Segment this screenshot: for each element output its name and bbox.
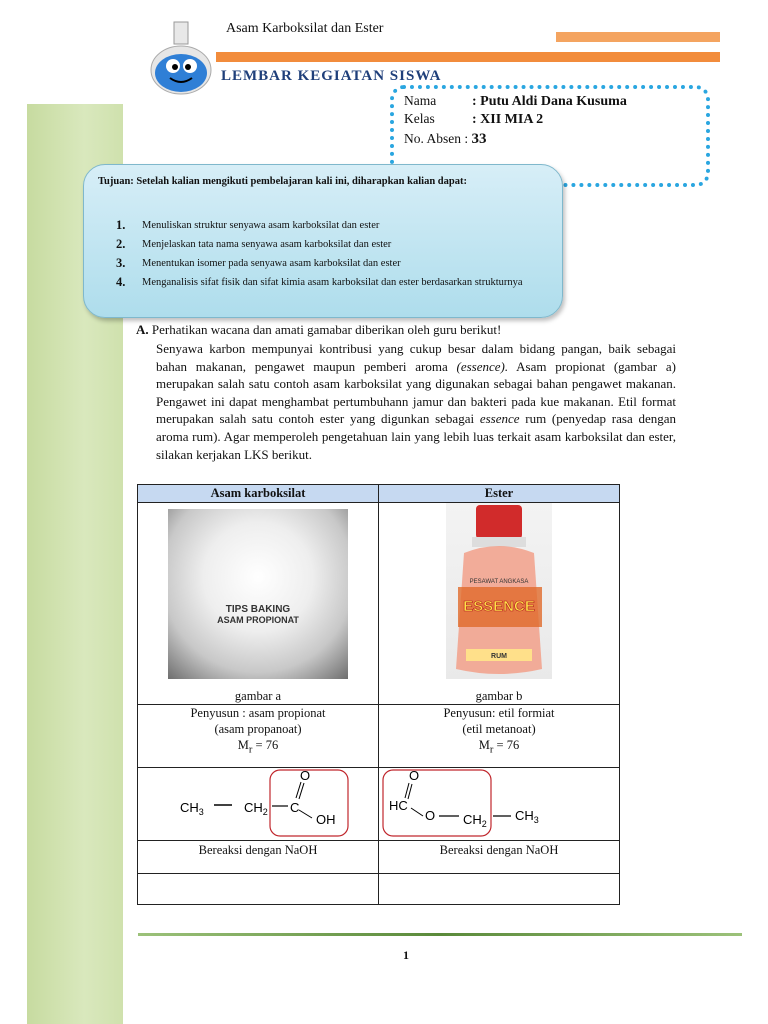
absen-row bbox=[404, 131, 487, 148]
class-label: Kelas bbox=[404, 111, 435, 126]
col-header-acid: Asam karboksilat bbox=[138, 485, 379, 503]
objectives-heading: Tujuan: Setelah kalian mengikuti pembelajaran kali ini, diharapkan kalian dapat: bbox=[98, 176, 467, 187]
propionic-acid-photo bbox=[168, 509, 348, 679]
structure-b bbox=[379, 768, 620, 841]
footer-divider bbox=[138, 933, 742, 936]
col-header-ester: Ester bbox=[379, 485, 620, 503]
class-value: : XII MIA 2 bbox=[472, 112, 544, 127]
page-number: 1 bbox=[403, 948, 409, 962]
name-row bbox=[404, 93, 627, 110]
svg-text:CH3: $CH_3$ bbox=[180, 800, 204, 817]
header-orange-bar-top bbox=[556, 32, 720, 42]
absen-value: 33 bbox=[471, 131, 487, 147]
photo-a-line2: ASAM PROPIONAT bbox=[217, 615, 299, 625]
section-a-instruction bbox=[136, 322, 501, 338]
svg-text:CH3: $CH_3$ bbox=[515, 808, 539, 825]
bottle-flavor: RUM bbox=[491, 653, 507, 660]
svg-text:HC: HC bbox=[389, 798, 408, 813]
svg-text:OH: OH bbox=[316, 812, 336, 827]
caption-b: gambar b bbox=[475, 689, 523, 703]
header-orange-bar bbox=[216, 52, 720, 62]
structure-a bbox=[138, 768, 379, 841]
svg-text:O: O bbox=[409, 768, 420, 783]
reaction-b: Bereaksi dengan NaOH bbox=[379, 841, 620, 874]
objectives-list bbox=[116, 219, 546, 295]
essence-bottle-photo bbox=[446, 503, 552, 679]
objective-item: 4. Menganalisis sifat fisik dan sifat kimia asam karboksilat dan ester berdasarkan strukturnya bbox=[116, 275, 523, 289]
bottle-essence: ESSENCE bbox=[463, 598, 535, 615]
objective-item: 2. Menjelaskan tata nama senyawa asam karboksilat dan ester bbox=[116, 237, 392, 251]
reading-paragraph: Senyawa karbon mempunyai kontribusi yang cukup besar dalam bidang pangan, baik sebagai bahan makanan, pengawet maupun pemberi aroma (essence). Asam propionat (gambar a) merupakan salah satu contoh asam karboksilat yang digunakan sebagai bahan pengawet makanan. Pengawet ini dapat menghambat pertumbuhann jamur dan bakteri pada kue makanan. Etil format merupakan salah satu contoh ester yang digunkan sebagai essence rum (penyedap rasa dengan aroma rum). Agar memperoleh pengetahuan lain yang lebih luas terkait asam karboksilat dan ester, silakan kerjakan LKS berikut. bbox=[156, 341, 676, 462]
empty-cell-a bbox=[138, 874, 379, 905]
svg-text:C: C bbox=[290, 800, 300, 815]
photo-a-line1: TIPS BAKING bbox=[225, 604, 291, 615]
svg-text:CH2: $CH_2$ bbox=[244, 800, 268, 817]
objectives-box bbox=[83, 164, 563, 318]
empty-cell-b bbox=[379, 874, 620, 905]
comparison-table bbox=[137, 484, 620, 905]
image-cell-b bbox=[379, 503, 620, 705]
section-a-label: A. bbox=[136, 322, 149, 337]
name-label: Nama bbox=[404, 93, 437, 108]
objective-item: 3. Menentukan isomer pada senyawa asam karboksilat dan ester bbox=[116, 256, 401, 270]
composition-a: Penyusun : asam propionat (asam propanoat) $M_r = 76$ bbox=[138, 705, 379, 768]
flask-mascot-logo bbox=[148, 18, 216, 96]
image-cell-a bbox=[138, 503, 379, 705]
objective-item: 1. Menuliskan struktur senyawa asam karboksilat dan ester bbox=[116, 218, 380, 232]
absen-label: No. Absen : bbox=[404, 131, 469, 146]
name-value: : Putu Aldi Dana Kusuma bbox=[472, 94, 627, 109]
header-title: Asam Karboksilat dan Ester bbox=[226, 21, 384, 36]
worksheet-title: LEMBAR KEGIATAN SISWA bbox=[221, 68, 442, 84]
bottle-brand: PESAWAT ANGKASA bbox=[469, 579, 529, 585]
section-a-text: Perhatikan wacana dan amati gamabar diberikan oleh guru berikut! bbox=[151, 322, 502, 337]
svg-text:O: O bbox=[425, 808, 436, 823]
svg-text:CH2: $CH_2$ bbox=[463, 812, 487, 829]
svg-text:O: O bbox=[300, 768, 311, 783]
caption-a: gambar a bbox=[234, 689, 282, 703]
composition-b: Penyusun: etil formiat (etil metanoat) $M_r = 76$ bbox=[379, 705, 620, 768]
reaction-a: Bereaksi dengan NaOH bbox=[138, 841, 379, 874]
class-row bbox=[404, 111, 543, 128]
